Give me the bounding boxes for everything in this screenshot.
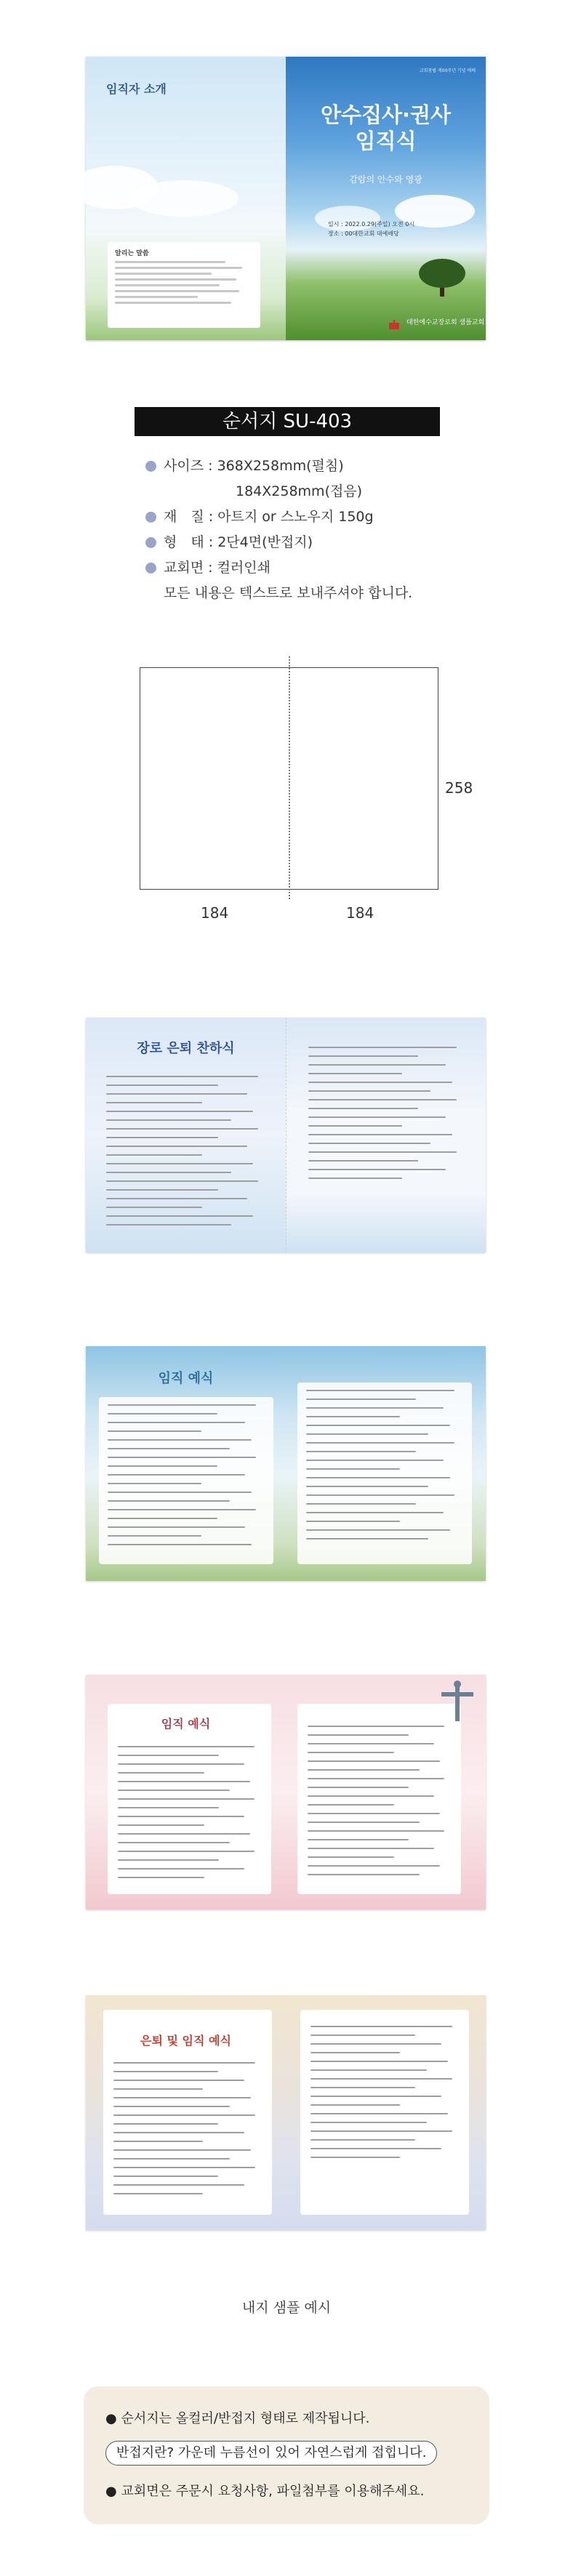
sample-left-page: [86, 1675, 286, 1909]
placeholder-text-line: [106, 1084, 218, 1086]
spec-size-folded: [145, 479, 412, 504]
placeholder-text-line: [308, 1787, 409, 1788]
placeholder-text-line: [113, 2132, 244, 2133]
placeholder-text-line: [306, 1407, 444, 1409]
placeholder-text-line: [113, 2123, 218, 2125]
cover-mockup: [86, 57, 486, 340]
placeholder-text-line: [118, 1772, 204, 1774]
placeholder-text-line: [106, 1224, 231, 1225]
fold-line: [289, 656, 290, 899]
placeholder-text-line: [308, 1108, 418, 1109]
placeholder-text-line: [113, 2088, 203, 2090]
placeholder-text-line: [310, 2043, 441, 2045]
sample-right-page: [286, 1018, 486, 1252]
sample-left-page: [86, 1995, 286, 2230]
sample-right-page: [286, 1995, 486, 2230]
placeholder-text-line: [308, 1865, 440, 1867]
placeholder-text-line: [113, 2062, 255, 2064]
placeholder-text-line: [308, 1143, 430, 1144]
placeholder-text-line: [308, 1178, 402, 1179]
sample-page: [86, 1675, 486, 1909]
placeholder-text-line: [310, 2104, 400, 2106]
placeholder-text-line: [106, 1215, 253, 1217]
placeholder-text-line: [310, 2034, 415, 2036]
spec-label: 형 태 :: [164, 534, 214, 550]
width-left-label: 184: [201, 904, 229, 922]
placeholder-text-line: [113, 2097, 251, 2098]
placeholder-text-line: [118, 1755, 219, 1756]
placeholder-text-line: [106, 1172, 231, 1173]
placeholder-text-line: [113, 2114, 255, 2116]
placeholder-text-line: [106, 1154, 202, 1156]
placeholder-text-line: [308, 1813, 440, 1814]
cover-subtitle: 감람의 안수와 영광: [349, 174, 422, 185]
content-panel: [297, 1382, 472, 1564]
placeholder-text-line: [118, 1781, 250, 1782]
placeholder-text-line: [310, 2148, 441, 2149]
placeholder-text-line: [106, 1180, 258, 1182]
placeholder-text-line: [118, 1816, 244, 1817]
placeholder-text-line: [308, 1160, 418, 1162]
spec-paper: [145, 504, 412, 530]
placeholder-text-line: [310, 2157, 400, 2158]
church-logo-icon: [388, 320, 401, 330]
placeholder-text-line: [113, 2106, 230, 2107]
placeholder-text-line: [306, 1503, 416, 1505]
placeholder-text-line: [113, 2071, 218, 2072]
spec-value: 2단4면(반접지): [217, 534, 313, 550]
spec-value: 아트지 or 스노우지 150g: [217, 509, 374, 525]
placeholder-text-line: [108, 1535, 201, 1537]
placeholder-text-line: [306, 1433, 428, 1435]
sample-right-page: [286, 1675, 486, 1909]
cloud-image: [129, 180, 239, 217]
spec-size: [145, 454, 412, 479]
placeholder-text-line: [106, 1119, 231, 1121]
placeholder-text-line: [118, 1746, 255, 1747]
text-line: [115, 302, 231, 304]
placeholder-text-line: [308, 1073, 402, 1074]
placeholder-text-line: [106, 1163, 253, 1164]
placeholder-text-line: [118, 1868, 244, 1869]
placeholder-text-line: [106, 1198, 247, 1199]
placeholder-text-line: [310, 2096, 441, 2097]
cover-title: [286, 102, 486, 154]
placeholder-text-line: [118, 1807, 219, 1808]
placeholder-text-line: [306, 1442, 454, 1444]
bullet-icon: [145, 537, 156, 548]
cover-inner-page: [86, 57, 286, 340]
text-line: [115, 290, 239, 292]
intro-title: 임직자 소개: [106, 82, 167, 96]
placeholder-text-line: [310, 2026, 452, 2027]
placeholder-text-line: [108, 1509, 256, 1510]
placeholder-text-line: [108, 1474, 245, 1476]
placeholder-text-line: [106, 1093, 247, 1095]
product-title: 순서지 SU-403: [135, 407, 440, 436]
notice-text: 교회면은 주문시 요청사항, 파일첨부를 이용해주세요.: [121, 2484, 425, 2499]
placeholder-text-line: [106, 1189, 218, 1191]
placeholder-text-line: [308, 1856, 394, 1858]
placeholder-text-line: [308, 1848, 434, 1849]
sample-title: 은퇴 및 임직 예식: [140, 2034, 231, 2048]
placeholder-text-line: [118, 1790, 230, 1791]
placeholder-text-line: [308, 1734, 409, 1736]
placeholder-text-line: [106, 1137, 218, 1138]
placeholder-text-line: [106, 1146, 247, 1147]
text-line: [115, 267, 242, 269]
sample-right-page: [286, 1346, 486, 1581]
height-label: 258: [445, 779, 473, 797]
placeholder-text-line: [310, 2087, 415, 2088]
spec-note: 모든 내용은 텍스트로 보내주셔야 합니다.: [164, 585, 413, 601]
placeholder-text-line: [106, 1076, 258, 1077]
sample-title: 장로 은퇴 찬하식: [137, 1041, 235, 1056]
placeholder-text-line: [118, 1842, 230, 1843]
placeholder-text-line: [308, 1839, 409, 1840]
text-line: [115, 273, 212, 275]
spec-list: [145, 454, 412, 606]
placeholder-text-line: [118, 1851, 255, 1852]
content-panel: [300, 2010, 469, 2215]
placeholder-text-line: [306, 1460, 444, 1461]
placeholder-text-line: [108, 1439, 252, 1441]
placeholder-text-line: [308, 1874, 420, 1875]
placeholder-text-line: [308, 1090, 430, 1092]
sample-page: [86, 1018, 486, 1252]
bullet-icon: [145, 512, 156, 523]
cover-info: [328, 220, 414, 238]
placeholder-text-line: [306, 1538, 428, 1539]
notice-box: [84, 2386, 489, 2524]
placeholder-text-line: [308, 1760, 440, 1762]
placeholder-text-line: [118, 1833, 250, 1835]
placeholder-text-line: [118, 1763, 244, 1765]
placeholder-text-line: [306, 1398, 416, 1400]
placeholder-text-line: [306, 1529, 450, 1531]
placeholder-text-line: [108, 1526, 245, 1528]
sample-left-page: [86, 1346, 286, 1581]
notice-line-2: ● 교회면은 주문시 요청사항, 파일첨부를 이용해주세요.: [105, 2484, 425, 2499]
width-right-label: 184: [346, 904, 374, 922]
placeholder-text-line: [308, 1822, 420, 1823]
placeholder-text-line: [113, 2175, 218, 2177]
placeholder-text-line: [108, 1500, 230, 1502]
spec-print: [145, 555, 412, 581]
placeholder-text-line: [308, 1804, 394, 1806]
placeholder-text-line: [108, 1430, 201, 1432]
placeholder-text-line: [308, 1743, 434, 1744]
spec-label: 사이즈 :: [164, 458, 213, 474]
notice-box: [108, 242, 260, 328]
placeholder-text-line: [113, 2080, 244, 2081]
sample-title: 임직 예식: [161, 1717, 211, 1731]
placeholder-text-line: [108, 1492, 252, 1493]
placeholder-text-line: [306, 1468, 400, 1470]
placeholder-text-line: [308, 1778, 444, 1779]
placeholder-text-line: [106, 1111, 253, 1112]
sample-page: [86, 1346, 486, 1581]
placeholder-text-line: [310, 2069, 427, 2071]
placeholder-text-line: [113, 2158, 230, 2160]
placeholder-text-line: [310, 2078, 452, 2080]
placeholder-text-line: [306, 1451, 416, 1452]
placeholder-text-line: [308, 1064, 446, 1066]
tree-image: [417, 253, 468, 297]
cover-top-note: 교회창립 제00주년 기념 예배: [419, 68, 476, 73]
placeholder-text-line: [308, 1769, 420, 1771]
placeholder-text-line: [108, 1413, 217, 1414]
text-line: [115, 261, 225, 263]
cover-front-page: [286, 57, 486, 340]
placeholder-text-line: [308, 1082, 452, 1083]
spec-label: 재 질 :: [164, 509, 214, 525]
placeholder-text-line: [106, 1102, 202, 1103]
placeholder-text-line: [308, 1125, 402, 1127]
placeholder-text-line: [113, 2184, 244, 2186]
placeholder-text-line: [306, 1390, 454, 1391]
notice-pill: 반접지란? 가운데 누름선이 있어 자연스럽게 접힙니다.: [105, 2441, 437, 2466]
sample-title: 임직 예식: [158, 1371, 214, 1386]
placeholder-text-line: [108, 1544, 252, 1545]
spec-value: 컬러인쇄: [217, 560, 271, 576]
bullet-icon: [145, 563, 156, 573]
cover-title-line-2: 임직식: [355, 129, 417, 153]
statue-image: [438, 1679, 476, 1723]
text-line: [115, 284, 220, 286]
placeholder-text-line: [310, 2113, 448, 2114]
spec-format: [145, 530, 412, 555]
placeholder-text-line: [306, 1416, 400, 1417]
placeholder-text-line: [108, 1404, 256, 1406]
placeholder-text-line: [108, 1448, 230, 1449]
placeholder-text-line: [306, 1425, 450, 1426]
placeholder-text-line: [108, 1422, 245, 1423]
placeholder-text-line: [310, 2122, 427, 2123]
placeholder-text-line: [113, 2193, 203, 2194]
cover-title-line-1: 안수집사·권사: [320, 102, 452, 127]
notice-text: 순서지는 올컬러/반접지 형태로 제작됩니다.: [121, 2411, 370, 2426]
text-line: [115, 296, 198, 298]
samples-caption: 내지 샘플 예시: [241, 2300, 332, 2316]
placeholder-text-line: [306, 1486, 428, 1487]
placeholder-text-line: [108, 1483, 201, 1484]
placeholder-text-line: [118, 1798, 255, 1800]
sample-left-page: [86, 1018, 286, 1252]
placeholder-text-line: [308, 1134, 452, 1135]
cover-info-place: 장소 : 00대한교회 대예배당: [328, 230, 399, 237]
placeholder-text-line: [308, 1055, 418, 1057]
placeholder-text-line: [118, 1877, 204, 1878]
placeholder-text-line: [308, 1116, 446, 1118]
placeholder-text-line: [308, 1047, 457, 1048]
placeholder-text-line: [106, 1207, 202, 1208]
notice-line-1: ● 순서지는 올컬러/반접지 형태로 제작됩니다.: [105, 2411, 370, 2426]
bullet-icon: [145, 461, 156, 472]
placeholder-text-line: [113, 2149, 251, 2151]
placeholder-text-line: [306, 1477, 450, 1478]
placeholder-text-line: [108, 1457, 256, 1458]
text-line: [115, 278, 236, 281]
placeholder-text-line: [113, 2141, 203, 2142]
placeholder-text-line: [310, 2061, 448, 2062]
placeholder-text-line: [118, 1859, 219, 1861]
placeholder-text-line: [308, 1169, 446, 1170]
placeholder-text-line: [306, 1494, 454, 1496]
placeholder-text-line: [306, 1512, 444, 1513]
placeholder-text-line: [108, 1465, 217, 1467]
spec-value: 368X258mm(펼침): [217, 458, 344, 474]
placeholder-text-line: [308, 1099, 457, 1100]
placeholder-text-line: [308, 1830, 444, 1832]
sample-page: [86, 1995, 486, 2230]
placeholder-text-line: [310, 2139, 415, 2141]
placeholder-text-line: [310, 2130, 452, 2132]
placeholder-text-line: [113, 2167, 255, 2168]
spec-label: 교회면 :: [164, 560, 213, 576]
placeholder-text-line: [306, 1521, 400, 1522]
placeholder-text-line: [308, 1752, 394, 1753]
placeholder-text-line: [308, 1726, 444, 1727]
placeholder-text-line: [108, 1518, 217, 1519]
placeholder-text-line: [118, 1824, 204, 1826]
placeholder-text-line: [310, 2052, 400, 2053]
placeholder-text-line: [308, 1795, 434, 1797]
spec-value: 184X258mm(접음): [236, 483, 363, 499]
notice-box-title: 알리는 말씀: [115, 250, 149, 257]
placeholder-text-line: [106, 1128, 258, 1130]
church-name: 대한예수교장로회 샘플교회: [406, 319, 485, 326]
cover-info-date: 일시 : 2022.0.29(주일) 오전 0시: [328, 221, 415, 228]
placeholder-text-line: [308, 1151, 457, 1153]
